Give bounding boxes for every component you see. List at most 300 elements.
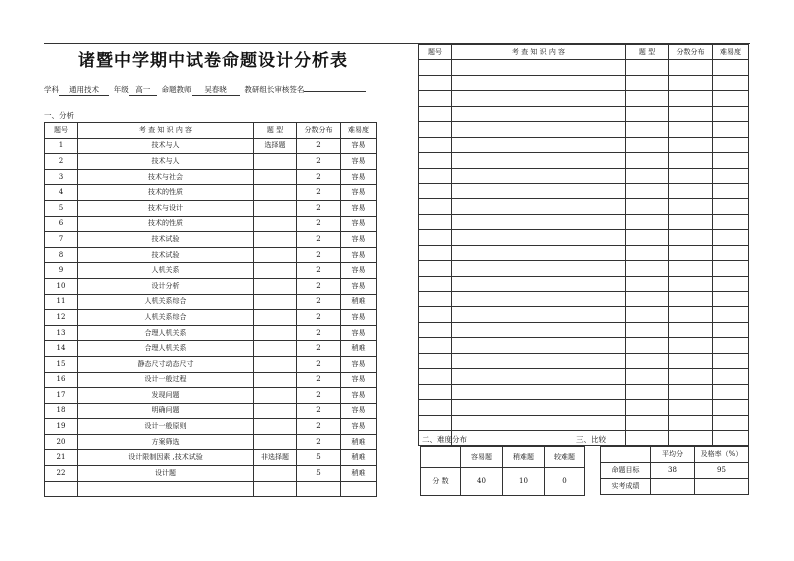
cell-knowledge <box>452 276 626 291</box>
cell-score: 2 <box>297 388 341 404</box>
table-header-row <box>419 45 749 60</box>
table-row <box>419 415 749 430</box>
table-row <box>45 403 377 419</box>
cell-type: 非选择题 <box>254 450 297 466</box>
cell-score: 2 <box>297 341 341 357</box>
cell-difficulty: 容易 <box>341 154 377 170</box>
table-row <box>419 276 749 291</box>
cell-num <box>419 75 452 90</box>
table-row <box>419 199 749 214</box>
cell-difficulty: 容易 <box>341 216 377 232</box>
cell-score <box>669 307 713 322</box>
cell-type <box>254 294 297 310</box>
cell-difficulty: 容易 <box>341 388 377 404</box>
cell-score: 2 <box>297 185 341 201</box>
cell-num: 13 <box>45 325 78 341</box>
cell-score <box>669 75 713 90</box>
cell-type <box>626 91 669 106</box>
cell-knowledge <box>452 137 626 152</box>
cell-knowledge <box>452 91 626 106</box>
cell-num <box>419 292 452 307</box>
cell-num <box>419 106 452 121</box>
cell-type <box>254 247 297 263</box>
difficulty-table <box>420 446 585 496</box>
difficulty-value-hard: 0 <box>545 468 585 496</box>
cell-knowledge <box>452 353 626 368</box>
cell-difficulty: 容易 <box>341 372 377 388</box>
cell-score: 5 <box>297 450 341 466</box>
cell-type <box>626 400 669 415</box>
table-row <box>45 356 377 372</box>
cell-num <box>419 168 452 183</box>
cell-type <box>254 341 297 357</box>
cell-num <box>419 369 452 384</box>
cell-knowledge: 技术的性质 <box>78 216 254 232</box>
cell-type <box>626 307 669 322</box>
cell-score <box>669 322 713 337</box>
cell-num: 17 <box>45 388 78 404</box>
cell-difficulty <box>713 369 749 384</box>
cell-difficulty <box>713 168 749 183</box>
cell-type <box>626 153 669 168</box>
cell-score: 2 <box>297 169 341 185</box>
grade-value: 高一 <box>129 84 157 96</box>
cell-knowledge: 设计一般原则 <box>78 419 254 435</box>
cell-num: 11 <box>45 294 78 310</box>
cell-num: 2 <box>45 154 78 170</box>
cell-difficulty <box>713 261 749 276</box>
cell-knowledge <box>452 60 626 75</box>
cell-type <box>626 168 669 183</box>
cell-difficulty <box>713 106 749 121</box>
cell-knowledge <box>452 322 626 337</box>
table-row <box>419 183 749 198</box>
cell-score <box>669 276 713 291</box>
cell-score: 2 <box>297 310 341 326</box>
cell-num <box>419 153 452 168</box>
cell-num: 14 <box>45 341 78 357</box>
compare-header-row <box>601 447 749 463</box>
cell-num <box>419 199 452 214</box>
cell-type <box>626 261 669 276</box>
cell-score <box>669 261 713 276</box>
cell-knowledge <box>452 168 626 183</box>
compare-header-pass: 及格率（%） <box>695 447 749 463</box>
cell-difficulty: 容易 <box>341 169 377 185</box>
table-row <box>419 353 749 368</box>
cell-score <box>669 338 713 353</box>
table-row <box>419 384 749 399</box>
cell-knowledge <box>452 338 626 353</box>
cell-difficulty: 容易 <box>341 263 377 279</box>
table-row <box>45 200 377 216</box>
cell-type <box>626 353 669 368</box>
cell-score: 2 <box>297 278 341 294</box>
table-row <box>45 247 377 263</box>
sign-field <box>304 91 366 92</box>
cell-difficulty <box>713 307 749 322</box>
table-row <box>419 91 749 106</box>
compare-row-label: 实考成绩 <box>601 479 651 495</box>
cell-score: 2 <box>297 403 341 419</box>
cell-knowledge: 方案筛选 <box>78 434 254 450</box>
cell-knowledge: 技术与设计 <box>78 200 254 216</box>
cell-knowledge: 技术试验 <box>78 247 254 263</box>
cell-type <box>254 434 297 450</box>
cell-difficulty <box>713 276 749 291</box>
cell-knowledge: 人机关系 <box>78 263 254 279</box>
table-row <box>419 261 749 276</box>
cell-num <box>419 400 452 415</box>
header-type: 题 型 <box>254 123 297 139</box>
cell-score: 2 <box>297 356 341 372</box>
cell-knowledge <box>452 245 626 260</box>
cell-knowledge <box>452 75 626 90</box>
header-num: 题号 <box>45 123 78 139</box>
cell-score: 2 <box>297 434 341 450</box>
cell-score <box>669 153 713 168</box>
cell-difficulty: 稍难 <box>341 341 377 357</box>
cell-difficulty <box>713 430 749 445</box>
compare-row-target <box>601 463 749 479</box>
analysis-table-continued-body <box>419 45 749 446</box>
cell-score: 2 <box>297 154 341 170</box>
cell-knowledge: 发现问题 <box>78 388 254 404</box>
cell-difficulty <box>713 415 749 430</box>
cell-num <box>419 353 452 368</box>
table-row <box>45 372 377 388</box>
cell-type <box>254 388 297 404</box>
cell-knowledge: 技术与社会 <box>78 169 254 185</box>
header-knowledge: 考 查 知 识 内 容 <box>78 123 254 139</box>
page-title: 诸暨中学期中试卷命题设计分析表 <box>78 51 348 71</box>
cell-num <box>419 384 452 399</box>
cell-num <box>419 183 452 198</box>
cell-type <box>626 122 669 137</box>
table-header-row <box>45 123 377 139</box>
meta-line <box>44 84 366 96</box>
table-row <box>45 481 377 497</box>
cell-type <box>626 183 669 198</box>
cell-difficulty <box>713 137 749 152</box>
cell-knowledge: 技术的性质 <box>78 185 254 201</box>
cell-knowledge: 人机关系综合 <box>78 310 254 326</box>
subject-value: 通用技术 <box>59 84 109 96</box>
cell-knowledge <box>452 292 626 307</box>
cell-num: 21 <box>45 450 78 466</box>
table-row <box>419 400 749 415</box>
header-score: 分数分布 <box>669 45 713 60</box>
cell-knowledge <box>452 183 626 198</box>
cell-score: 2 <box>297 263 341 279</box>
compare-header-avg: 平均分 <box>651 447 695 463</box>
cell-difficulty <box>713 384 749 399</box>
cell-knowledge <box>452 400 626 415</box>
cell-difficulty <box>713 214 749 229</box>
cell-type <box>626 292 669 307</box>
cell-num <box>45 481 78 497</box>
cell-type <box>626 415 669 430</box>
cell-num: 19 <box>45 419 78 435</box>
cell-score <box>669 415 713 430</box>
difficulty-corner-cell <box>421 447 461 468</box>
cell-difficulty: 容易 <box>341 200 377 216</box>
cell-score <box>297 481 341 497</box>
cell-knowledge <box>452 307 626 322</box>
table-row <box>45 263 377 279</box>
cell-num <box>419 60 452 75</box>
cell-difficulty <box>341 481 377 497</box>
cell-num <box>419 307 452 322</box>
cell-score <box>669 214 713 229</box>
teacher-value: 吴春晓 <box>192 84 240 96</box>
cell-type <box>626 106 669 121</box>
cell-knowledge <box>78 481 254 497</box>
cell-num <box>419 137 452 152</box>
cell-num: 3 <box>45 169 78 185</box>
header-type: 题 型 <box>626 45 669 60</box>
table-row <box>419 106 749 121</box>
table-row <box>45 216 377 232</box>
cell-score: 2 <box>297 372 341 388</box>
cell-score <box>669 137 713 152</box>
difficulty-value-row <box>421 468 585 496</box>
cell-knowledge: 静态尺寸动态尺寸 <box>78 356 254 372</box>
table-row <box>419 214 749 229</box>
table-row <box>419 153 749 168</box>
cell-difficulty <box>713 322 749 337</box>
cell-difficulty: 容易 <box>341 232 377 248</box>
table-row <box>419 60 749 75</box>
table-row <box>45 185 377 201</box>
cell-type <box>626 199 669 214</box>
cell-score <box>669 60 713 75</box>
cell-knowledge <box>452 214 626 229</box>
table-row <box>45 388 377 404</box>
difficulty-value-easy: 40 <box>461 468 503 496</box>
cell-num: 20 <box>45 434 78 450</box>
cell-type <box>254 216 297 232</box>
cell-knowledge <box>452 369 626 384</box>
cell-type <box>626 369 669 384</box>
cell-type <box>626 75 669 90</box>
cell-difficulty <box>713 91 749 106</box>
compare-pass-value: 95 <box>695 463 749 479</box>
cell-type <box>254 481 297 497</box>
cell-num <box>419 261 452 276</box>
table-row <box>45 232 377 248</box>
cell-score <box>669 353 713 368</box>
difficulty-header-medium: 稍难题 <box>503 447 545 468</box>
cell-type <box>254 325 297 341</box>
cell-type <box>254 310 297 326</box>
cell-type <box>254 200 297 216</box>
table-row <box>419 338 749 353</box>
cell-knowledge: 合理人机关系 <box>78 341 254 357</box>
cell-knowledge <box>452 230 626 245</box>
compare-avg-value <box>651 479 695 495</box>
difficulty-header-hard: 较难题 <box>545 447 585 468</box>
table-row <box>45 169 377 185</box>
cell-difficulty <box>713 199 749 214</box>
cell-num: 4 <box>45 185 78 201</box>
compare-pass-value <box>695 479 749 495</box>
cell-type <box>254 263 297 279</box>
cell-difficulty: 稍难 <box>341 294 377 310</box>
compare-row-label: 命题目标 <box>601 463 651 479</box>
cell-num <box>419 276 452 291</box>
cell-type <box>626 430 669 445</box>
cell-difficulty <box>713 400 749 415</box>
table-row <box>45 325 377 341</box>
cell-difficulty: 容易 <box>341 419 377 435</box>
cell-num <box>419 338 452 353</box>
cell-difficulty: 容易 <box>341 278 377 294</box>
cell-num: 22 <box>45 466 78 482</box>
cell-num <box>419 322 452 337</box>
teacher-label: 命题教师 <box>161 85 192 94</box>
table-row <box>419 75 749 90</box>
subject-label: 学科 <box>44 85 59 94</box>
cell-type <box>254 466 297 482</box>
cell-score: 2 <box>297 247 341 263</box>
cell-score <box>669 91 713 106</box>
cell-num: 15 <box>45 356 78 372</box>
cell-type <box>254 403 297 419</box>
cell-difficulty: 容易 <box>341 247 377 263</box>
cell-difficulty: 容易 <box>341 356 377 372</box>
table-row <box>45 310 377 326</box>
cell-num: 6 <box>45 216 78 232</box>
sign-label: 教研组长审核签名 <box>244 85 305 94</box>
cell-num: 8 <box>45 247 78 263</box>
cell-num <box>419 415 452 430</box>
cell-score <box>669 384 713 399</box>
cell-type <box>254 278 297 294</box>
table-row <box>45 294 377 310</box>
compare-table <box>600 446 749 495</box>
table-row <box>45 450 377 466</box>
difficulty-row-label: 分 数 <box>421 468 461 496</box>
cell-type <box>626 338 669 353</box>
cell-type <box>626 230 669 245</box>
header-num: 题号 <box>419 45 452 60</box>
table-row <box>419 137 749 152</box>
grade-label: 年级 <box>113 85 129 94</box>
cell-num <box>419 91 452 106</box>
cell-type <box>254 232 297 248</box>
cell-type <box>254 419 297 435</box>
cell-num: 5 <box>45 200 78 216</box>
cell-type <box>254 185 297 201</box>
analysis-table-body <box>45 123 377 497</box>
table-row <box>45 278 377 294</box>
cell-difficulty <box>713 230 749 245</box>
cell-score: 2 <box>297 325 341 341</box>
cell-knowledge: 设计一般过程 <box>78 372 254 388</box>
difficulty-value-medium: 10 <box>503 468 545 496</box>
cell-num: 16 <box>45 372 78 388</box>
cell-score <box>669 369 713 384</box>
cell-knowledge: 合理人机关系 <box>78 325 254 341</box>
compare-corner-cell <box>601 447 651 463</box>
header-difficulty: 难易度 <box>713 45 749 60</box>
header-score: 分数分布 <box>297 123 341 139</box>
cell-score: 2 <box>297 216 341 232</box>
cell-num <box>419 245 452 260</box>
cell-knowledge <box>452 199 626 214</box>
cell-difficulty: 容易 <box>341 185 377 201</box>
difficulty-header-easy: 容易题 <box>461 447 503 468</box>
cell-knowledge <box>452 106 626 121</box>
table-row <box>419 230 749 245</box>
cell-knowledge <box>452 122 626 137</box>
cell-type <box>254 356 297 372</box>
table-row <box>419 168 749 183</box>
table-row <box>419 369 749 384</box>
cell-knowledge <box>452 415 626 430</box>
table-row <box>419 307 749 322</box>
cell-type <box>254 372 297 388</box>
analysis-table-continued <box>418 44 749 446</box>
cell-score: 2 <box>297 200 341 216</box>
table-row <box>45 154 377 170</box>
cell-difficulty <box>713 353 749 368</box>
cell-knowledge: 设计分析 <box>78 278 254 294</box>
cell-type <box>626 214 669 229</box>
cell-difficulty <box>713 292 749 307</box>
cell-score <box>669 292 713 307</box>
cell-num <box>419 122 452 137</box>
cell-score <box>669 245 713 260</box>
section-analysis-label: 一、分析 <box>44 111 74 120</box>
cell-score <box>669 168 713 183</box>
cell-type <box>254 169 297 185</box>
cell-num <box>419 230 452 245</box>
cell-type <box>626 322 669 337</box>
cell-num: 7 <box>45 232 78 248</box>
cell-difficulty <box>713 153 749 168</box>
cell-num: 1 <box>45 138 78 154</box>
cell-score <box>669 400 713 415</box>
cell-difficulty <box>713 122 749 137</box>
cell-knowledge: 设计限制因素 ,技术试验 <box>78 450 254 466</box>
cell-type <box>626 384 669 399</box>
cell-knowledge: 设计题 <box>78 466 254 482</box>
table-row <box>419 292 749 307</box>
cell-score <box>669 230 713 245</box>
cell-knowledge: 技术试验 <box>78 232 254 248</box>
cell-difficulty: 容易 <box>341 325 377 341</box>
cell-num: 18 <box>45 403 78 419</box>
table-row <box>419 245 749 260</box>
cell-score <box>669 183 713 198</box>
cell-type: 选择题 <box>254 138 297 154</box>
table-row <box>45 138 377 154</box>
cell-num: 12 <box>45 310 78 326</box>
cell-score: 2 <box>297 232 341 248</box>
cell-type <box>626 276 669 291</box>
cell-difficulty <box>713 338 749 353</box>
cell-difficulty: 容易 <box>341 403 377 419</box>
cell-type <box>254 154 297 170</box>
table-row <box>45 341 377 357</box>
cell-difficulty <box>713 245 749 260</box>
cell-score: 2 <box>297 294 341 310</box>
cell-difficulty: 容易 <box>341 138 377 154</box>
cell-difficulty: 稍难 <box>341 450 377 466</box>
cell-difficulty: 稍难 <box>341 466 377 482</box>
